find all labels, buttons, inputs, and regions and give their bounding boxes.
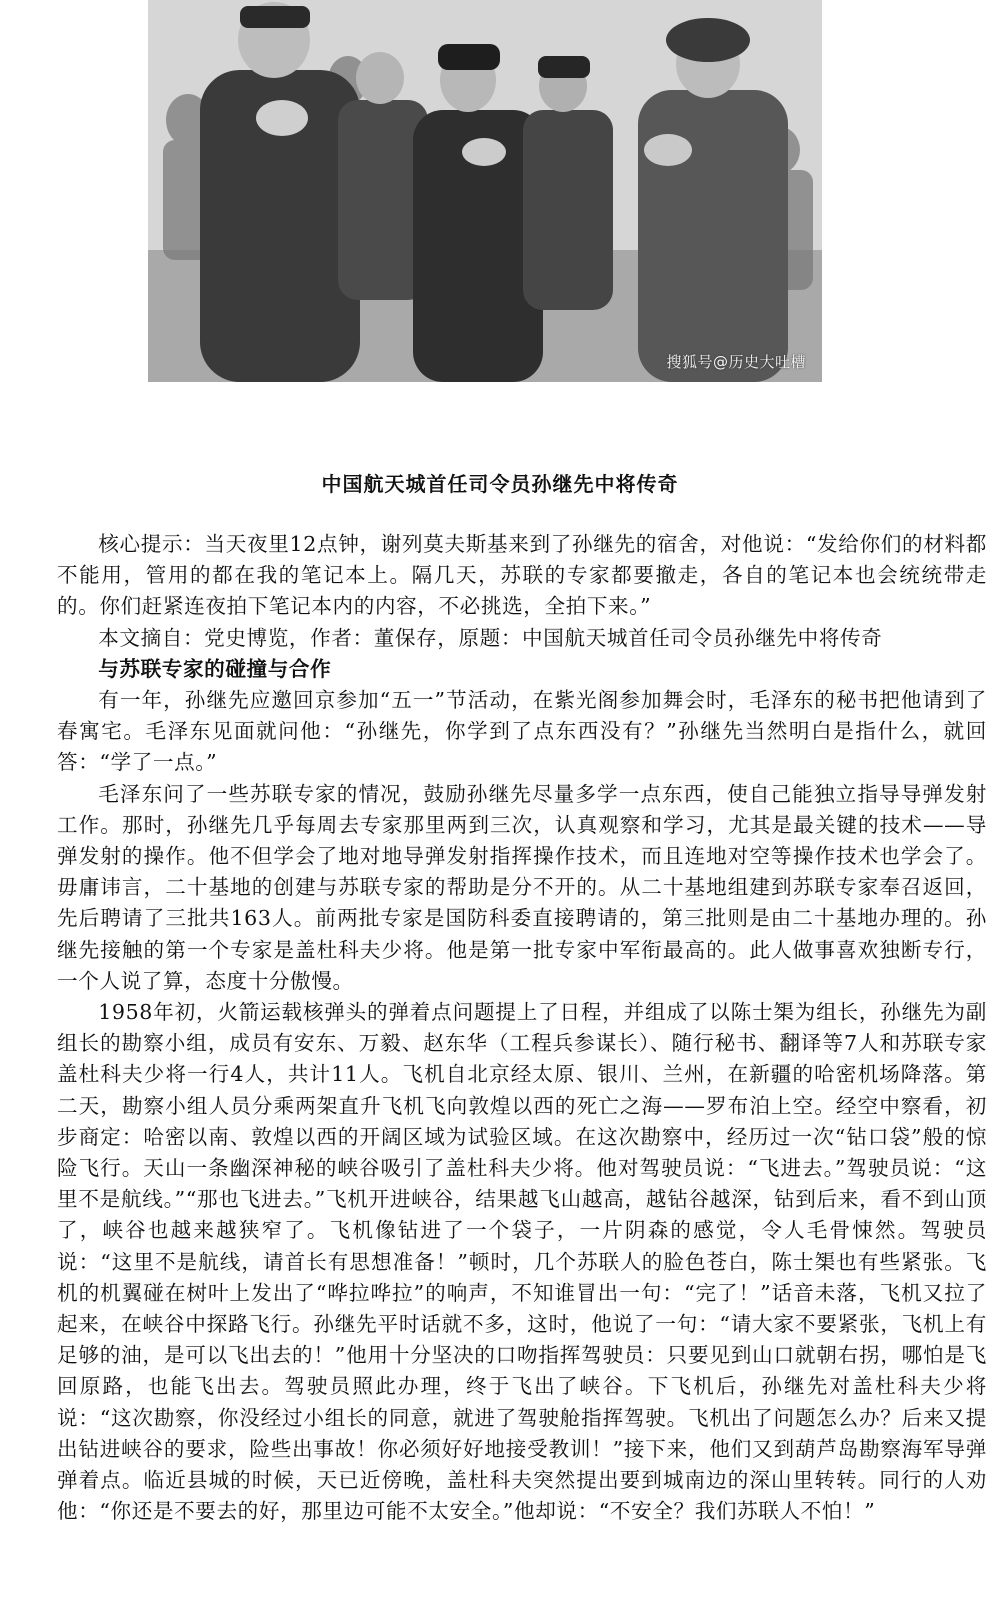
- summary-paragraph: 核心提示：当天夜里12点钟，谢列莫夫斯基来到了孙继先的宿舍，对他说：“发给你们的材料都不能用，管用的都在我的笔记本上。隔几天，苏联的专家都要撤走，各自的笔记本也会统统带走的。你们赶紧连夜拍下笔记本内的内容，不必挑选，全拍下来。”: [57, 532, 987, 619]
- body-paragraph: 毛泽东问了一些苏联专家的情况，鼓励孙继先尽量多学一点东西，使自己能独立指导导弹发射工作。那时，孙继先几乎每周去专家那里两到三次，认真观察和学习，尤其是最关键的技术——导弹发射的操作。他不但学会了地对地导弹发射指挥操作技术，而且连地对空等操作技术也学会了。毋庸讳言，二十基地的创建与苏联专家的帮助是分不开的。从二十基地组建到苏联专家奉召返回，先后聘请了三批共163人。前两批专家是国防科委直接聘请的，第三批则是由二十基地办理的。孙继先接触的第一个专家是盖杜科夫少将。他是第一批专家中军衔最高的。此人做事喜欢独断专行，一个人说了算，态度十分傲慢。: [57, 781, 987, 993]
- photo-illustration: [148, 0, 822, 382]
- body-paragraph: 有一年，孙继先应邀回京参加“五一”节活动，在紫光阁参加舞会时，毛泽东的秘书把他请到了春寓宅。毛泽东见面就问他：“孙继先，你学到了点东西没有？”孙继先当然明白是指什么，就回答：“学了一点。”: [57, 688, 987, 775]
- article-body: [57, 529, 987, 1528]
- section-heading: 与苏联专家的碰撞与合作: [98, 656, 332, 681]
- article-title: 中国航天城首任司令员孙继先中将传奇: [321, 472, 679, 496]
- historical-photo: [148, 0, 822, 382]
- source-note: 本文摘自：党史博览，作者：董保存，原题：中国航天城首任司令员孙继先中将传奇: [98, 625, 883, 650]
- body-paragraph: 1958年初，火箭运载核弹头的弹着点问题提上了日程，并组成了以陈士榘为组长，孙继先为副组长的勘察小组，成员有安东、万毅、赵东华（工程兵参谋长）、随行秘书、翻译等7人和苏联专家盖杜科夫少将一行4人，共计11人。飞机自北京经太原、银川、兰州，在新疆的哈密机场降落。第二天，勘察小组人员分乘两架直升飞机飞向敦煌以西的死亡之海——罗布泊上空。经空中察看，初步商定：哈密以南、敦煌以西的开阔区域为试验区域。在这次勘察中，经历过一次“钻口袋”般的惊险飞行。天山一条幽深神秘的峡谷吸引了盖杜科夫少将。他对驾驶员说：“飞进去。”驾驶员说：“这里不是航线。”“那也飞进去。”飞机开进峡谷，结果越飞山越高，越钻谷越深，钻到后来，看不到山顶了，峡谷也越来越狭窄了。飞机像钻进了一个袋子，一片阴森的感觉，令人毛骨悚然。驾驶员说：“这里不是航线，请首长有思想准备！”顿时，几个苏联人的脸色苍白，陈士榘也有些紧张。飞机的机翼碰在树叶上发出了“哗拉哗拉”的响声，不知谁冒出一句：“完了！”话音未落，飞机又拉了起来，在峡谷中探路飞行。孙继先平时话就不多，这时，他说了一句：“请大家不要紧张，飞机上有足够的油，是可以飞出去的！”他用十分坚决的口吻指挥驾驶员：只要见到山口就朝右拐，哪怕是飞回原路，也能飞出去。驾驶员照此办理，终于飞出了峡谷。下飞机后，孙继先对盖杜科夫少将说：“这次勘察，你没经过小组长的同意，就进了驾驶舱指挥驾驶。飞机出了问题怎么办？后来又提出钻进峡谷的要求，险些出事故！你必须好好地接受教训！”接下来，他们又到葫芦岛勘察海军导弹弹着点。临近县城的时候，天已近傍晚，盖杜科夫突然提出要到城南边的深山里转转。同行的人劝他：“你还是不要去的好，那里边可能不太安全。”他却说：“不安全？我们苏联人不怕！”: [57, 1000, 987, 1524]
- photo-watermark: 搜狐号@历史大吐槽: [666, 353, 806, 371]
